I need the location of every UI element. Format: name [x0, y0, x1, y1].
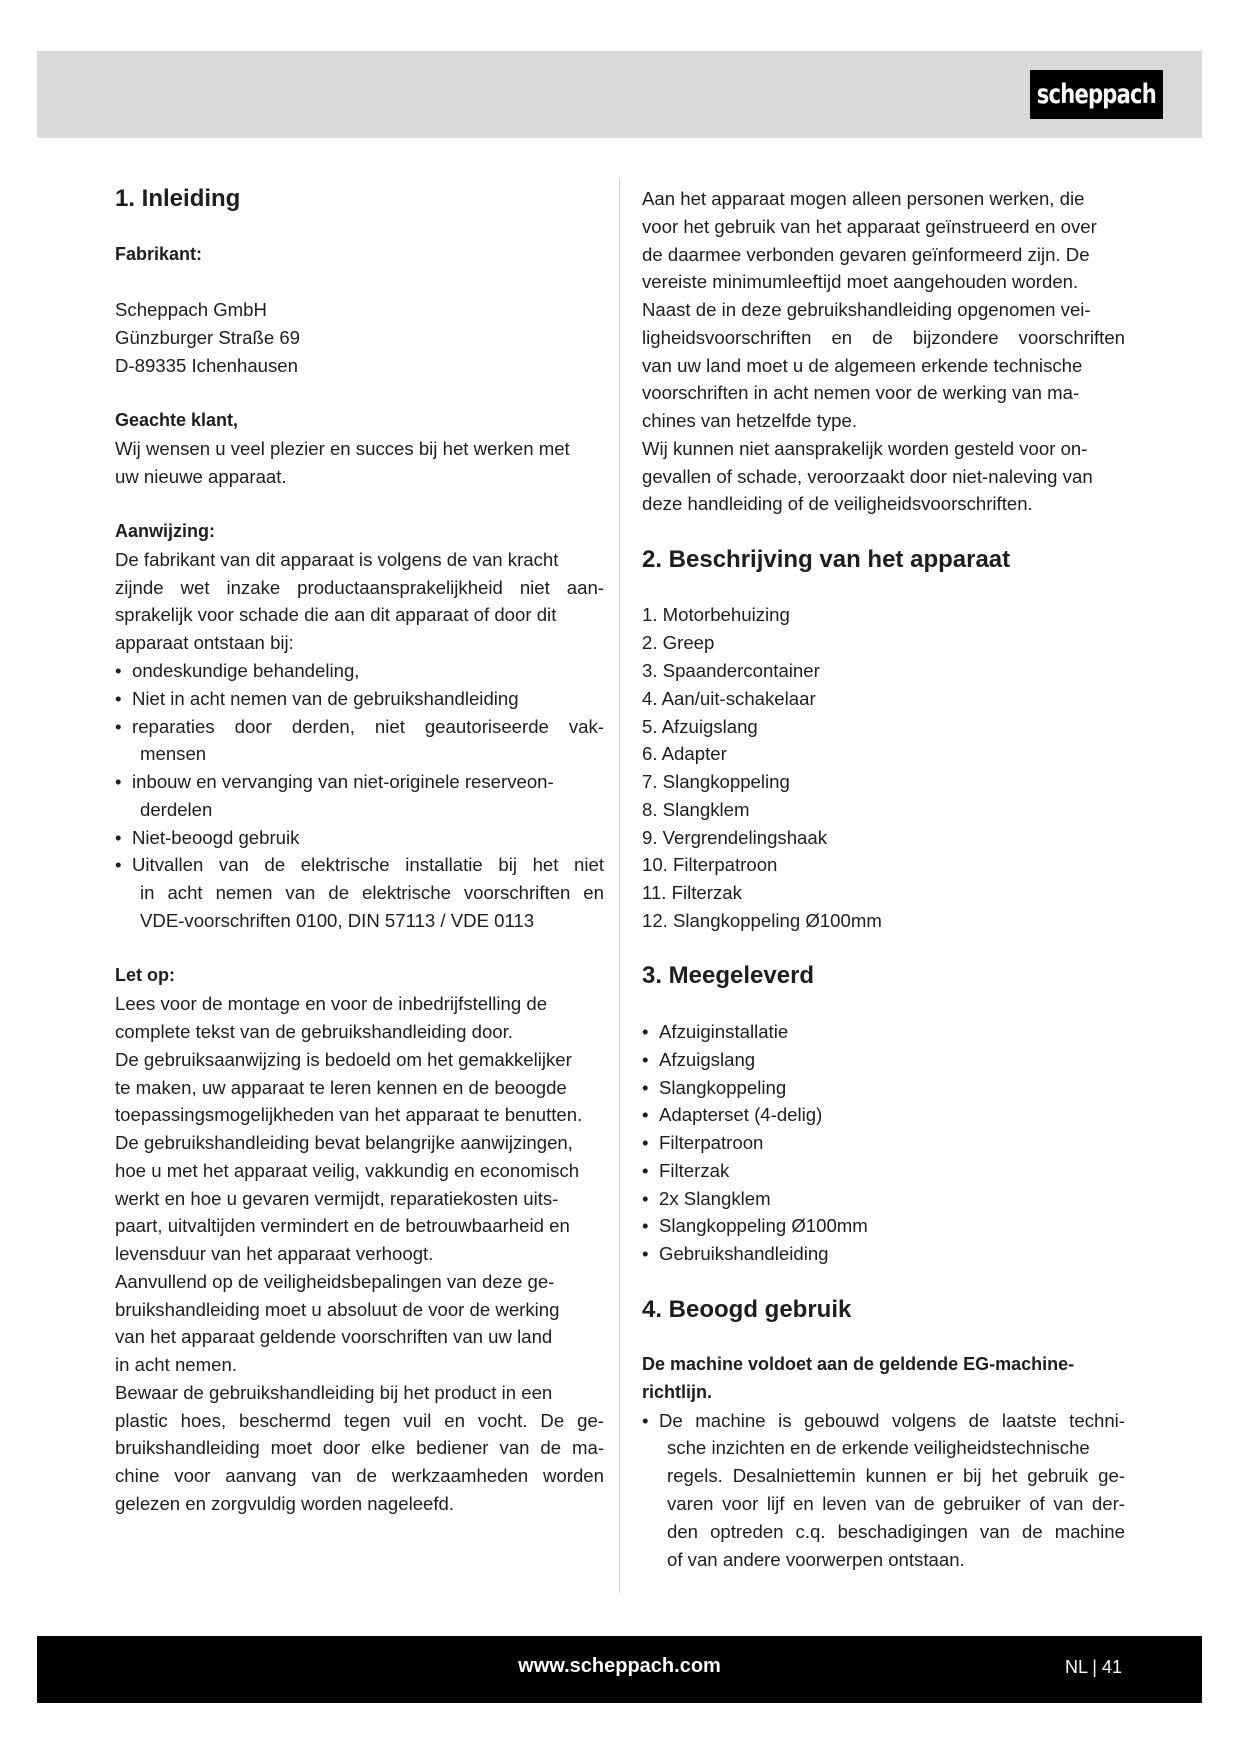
- text-line: Günzburger Straße 69: [115, 326, 301, 348]
- right-column: [642, 185, 1125, 1573]
- bullet-item: • reparaties door derden, niet geautoriseerde vak-: [115, 713, 604, 741]
- page-footer: [37, 1636, 1202, 1703]
- left-column: [115, 185, 604, 1518]
- text-line: van het apparaat geldende voorschriften van uw land: [115, 1326, 553, 1348]
- text-line: 11. Filterzak: [642, 882, 742, 904]
- bullet-continuation: den optreden c.q. beschadigingen van de machine: [667, 1520, 1125, 1542]
- bullet-continuation: regels. Desalniettemin kunnen er bij het gebruik ge-: [667, 1465, 1125, 1487]
- bullet-item: • Niet-beoogd gebruik: [115, 824, 604, 852]
- text-line: voor het gebruik van het apparaat geïnstrueerd en over: [642, 215, 1097, 237]
- text-line: 12. Slangkoppeling Ø100mm: [642, 909, 882, 931]
- bullet-continuation: derdelen: [140, 798, 213, 820]
- page-header: [37, 51, 1202, 138]
- text-line: gelezen en zorgvuldig worden nageleefd.: [115, 1492, 455, 1514]
- blank-line: [115, 213, 604, 241]
- bullet-continuation: in acht nemen van de elektrische voorschriften en: [140, 882, 604, 904]
- blank-line: [642, 1268, 1125, 1296]
- text-line: de daarmee verbonden gevaren geïnformeerd zijn. De: [642, 243, 1090, 265]
- text-line: gevallen of schade, veroorzaakt door niet-naleving van: [642, 465, 1093, 487]
- text-line: in acht nemen.: [115, 1354, 237, 1376]
- text-line: ligheidsvoorschriften en de bijzondere voorschriften: [642, 326, 1125, 348]
- text-line: levensduur van het apparaat verhoogt.: [115, 1243, 434, 1265]
- website-link[interactable]: www.scheppach.com: [518, 1655, 721, 1677]
- blank-line: [642, 935, 1125, 963]
- blank-line: [115, 490, 604, 518]
- text-line: Aan het apparaat mogen alleen personen werken, die: [642, 188, 1085, 209]
- section-heading: 3. Meegeleverd: [642, 962, 815, 990]
- blank-line: [642, 1323, 1125, 1351]
- text-line: te maken, uw apparaat te leren kennen en de beoogde: [115, 1076, 567, 1098]
- bullet-item: • Afzuiginstallatie: [642, 1018, 1125, 1046]
- page-number: NL | 41: [1064, 1657, 1122, 1677]
- bullet-item: • Slangkoppeling Ø100mm: [642, 1212, 1125, 1240]
- blank-line: [642, 990, 1125, 1018]
- text-line: Bewaar de gebruikshandleiding bij het product in een: [115, 1381, 553, 1403]
- bold-label: De machine voldoet aan de geldende EG-machine-: [642, 1354, 1075, 1375]
- text-line: D-89335 Ichenhausen: [115, 354, 298, 376]
- text-line: 8. Slangklem: [642, 798, 750, 820]
- column-divider: [619, 179, 620, 1593]
- text-line: Wij kunnen niet aansprakelijk worden gesteld voor on-: [642, 437, 1088, 459]
- bullet-item: • Uitvallen van de elektrische installatie bij het niet: [115, 851, 604, 879]
- text-line: chines van hetzelfde type.: [642, 410, 857, 432]
- bullet-continuation: of van andere voorwerpen ontstaan.: [667, 1548, 965, 1570]
- text-line: bruikshandleiding moet door elke bediener van de ma-: [115, 1437, 604, 1459]
- text-line: 1. Motorbehuizing: [642, 604, 790, 626]
- text-line: toepassingsmogelijkheden van het apparaat te benutten.: [115, 1104, 583, 1126]
- text-line: vereiste minimumleeftijd moet aangehouden worden.: [642, 271, 1079, 293]
- text-line: bruikshandleiding moet u absoluut de voor de werking: [115, 1298, 560, 1320]
- text-line: 4. Aan/uit-schakelaar: [642, 687, 816, 709]
- bold-label: richtlijn.: [642, 1381, 713, 1402]
- text-line: Scheppach GmbH: [115, 299, 267, 321]
- text-line: 2. Greep: [642, 632, 715, 654]
- text-line: Naast de in deze gebruikshandleiding opgenomen vei-: [642, 299, 1091, 321]
- text-line: Lees voor de montage en voor de inbedrijfstelling de: [115, 993, 548, 1015]
- bullet-item: • inbouw en vervanging van niet-originele reserveon-: [115, 768, 604, 796]
- text-line: plastic hoes, beschermd tegen vuil en vocht. De ge-: [115, 1409, 604, 1431]
- text-line: sprakelijk voor schade die aan dit apparaat of door dit: [115, 604, 557, 626]
- text-line: 6. Adapter: [642, 743, 727, 765]
- bullet-continuation: sche inzichten en de erkende veiligheidstechnische: [667, 1437, 1090, 1459]
- text-line: Aanvullend op de veiligheidsbepalingen van deze ge-: [115, 1270, 555, 1292]
- bold-label: Aanwijzing:: [115, 521, 215, 542]
- text-line: complete tekst van de gebruikshandleiding door.: [115, 1020, 513, 1042]
- bullet-item: • De machine is gebouwd volgens de laatste techni-: [642, 1407, 1125, 1435]
- text-line: zijnde wet inzake productaansprakelijkheid niet aan-: [115, 576, 604, 598]
- bullet-item: • Niet in acht nemen van de gebruikshandleiding: [115, 685, 604, 713]
- text-line: 5. Afzuigslang: [642, 715, 758, 737]
- text-line: hoe u met het apparaat veilig, vakkundig en economisch: [115, 1159, 580, 1181]
- bold-label: Fabrikant:: [115, 243, 203, 264]
- text-line: werkt en hoe u gevaren vermijdt, reparatiekosten uits-: [115, 1187, 559, 1209]
- bullet-item: • Filterpatroon: [642, 1129, 1125, 1157]
- bullet-continuation: VDE-voorschriften 0100, DIN 57113 / VDE 0113: [140, 909, 535, 931]
- text-line: voorschriften in acht nemen voor de werking van ma-: [642, 382, 1080, 404]
- section-heading: 1. Inleiding: [115, 185, 241, 212]
- bullet-continuation: varen voor lijf en leven van de gebruiker of van der-: [667, 1492, 1125, 1514]
- bullet-item: • Filterzak: [642, 1157, 1125, 1185]
- text-line: De gebruikshandleiding bevat belangrijke aanwijzingen,: [115, 1132, 573, 1154]
- scheppach-logo: scheppach: [1030, 70, 1163, 119]
- text-line: De fabrikant van dit apparaat is volgens de van kracht: [115, 548, 559, 570]
- text-line: deze handleiding of de veiligheidsvoorschriften.: [642, 493, 1033, 515]
- bullet-item: • Slangkoppeling: [642, 1074, 1125, 1102]
- text-line: De gebruiksaanwijzing is bedoeld om het gemakkelijker: [115, 1048, 572, 1070]
- blank-line: [115, 935, 604, 963]
- bullet-item: • Afzuigslang: [642, 1046, 1125, 1074]
- text-line: 9. Vergrendelingshaak: [642, 826, 828, 848]
- bullet-continuation: mensen: [140, 743, 207, 765]
- section-heading: 2. Beschrijving van het apparaat: [642, 545, 1011, 573]
- text-line: chine voor aanvang van de werkzaamheden worden: [115, 1465, 604, 1487]
- bold-label: Let op:: [115, 965, 175, 986]
- bullet-item: • Adapterset (4-delig): [642, 1101, 1125, 1129]
- bullet-item: • ondeskundige behandeling,: [115, 657, 604, 685]
- bullet-item: • Gebruikshandleiding: [642, 1240, 1125, 1268]
- bullet-item: • 2x Slangklem: [642, 1185, 1125, 1213]
- text-line: 3. Spaandercontainer: [642, 660, 820, 682]
- text-line: Wij wensen u veel plezier en succes bij het werken met: [115, 437, 570, 459]
- text-line: 10. Filterpatroon: [642, 854, 778, 876]
- text-line: 7. Slangkoppeling: [642, 771, 790, 793]
- blank-line: [642, 574, 1125, 602]
- blank-line: [115, 268, 604, 296]
- bold-label: Geachte klant,: [115, 410, 239, 431]
- blank-line: [642, 518, 1125, 546]
- blank-line: [115, 379, 604, 407]
- text-line: uw nieuwe apparaat.: [115, 465, 287, 487]
- section-heading: 4. Beoogd gebruik: [642, 1295, 852, 1323]
- text-line: paart, uitvaltijden vermindert en de betrouwbaarheid en: [115, 1215, 570, 1237]
- text-line: van uw land moet u de algemeen erkende technische: [642, 354, 1083, 376]
- text-line: apparaat ontstaan bij:: [115, 632, 294, 654]
